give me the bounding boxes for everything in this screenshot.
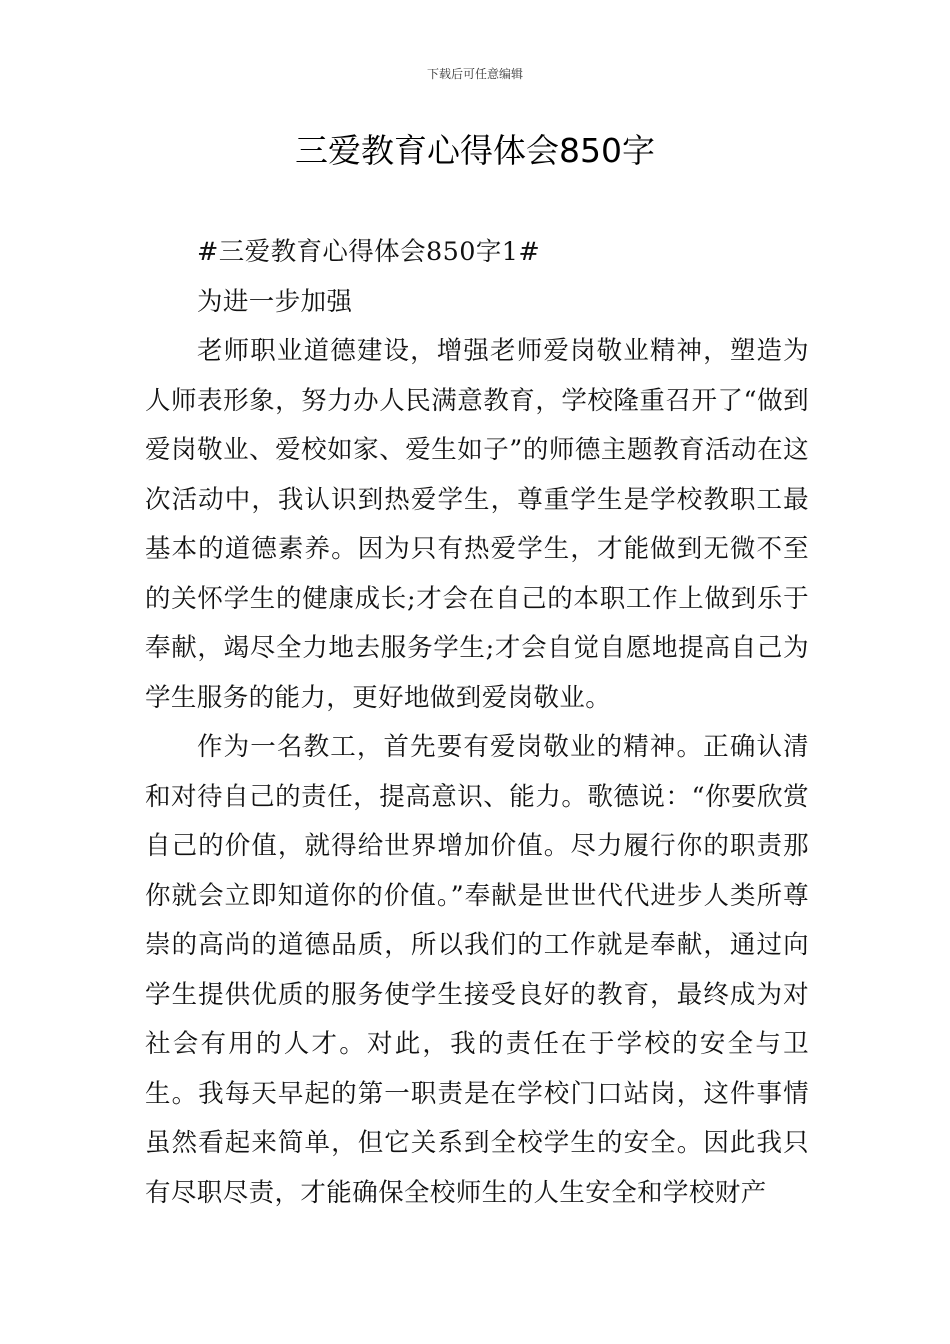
paragraph-2: 老师职业道德建设，增强老师爱岗敬业精神，塑造为人师表形象，努力办人民满意教育，学校隆重召开了“做到爱岗敬业、爱校如家、爱生如子”的师德主题教育活动在这次活动中，我认识到热爱学生，尊重学生是学校教职工最基本的道德素养。因为只有热爱学生，才能做到无微不至的关怀学生的健康成长;才会在自己的本职工作上做到乐于奉献，竭尽全力地去服务学生;才会自觉自愿地提高自己为学生服务的能力，更好地做到爱岗敬业。 — [145, 336, 809, 713]
document-title: 三爱教育心得体会850字 — [295, 131, 655, 170]
header-note: 下载后可任意编辑 — [426, 67, 523, 81]
document-body — [145, 228, 809, 1218]
paragraph-3: 作为一名教工，首先要有爱岗敬业的精神。正确认清和对待自己的责任，提高意识、能力。歌德说：“你要欣赏自己的价值，就得给世界增加价值。尽力履行你的职责那你就会立即知道你的价值。”奉献是世世代代进步人类所尊崇的高尚的道德品质，所以我们的工作就是奉献，通过向学生提供优质的服务使学生接受良好的教育，最终成为对社会有用的人才。对此，我的责任在于学校的安全与卫生。我每天早起的第一职责是在学校门口站岗，这件事情虽然看起来简单，但它关系到全校学生的安全。因此我只有尽职尽责，才能确保全校师生的人生安全和学校财产 — [145, 732, 809, 1208]
section-heading: #三爱教育心得体会850字1# — [197, 237, 541, 267]
paragraph-1: 为进一步加强 — [197, 286, 353, 317]
